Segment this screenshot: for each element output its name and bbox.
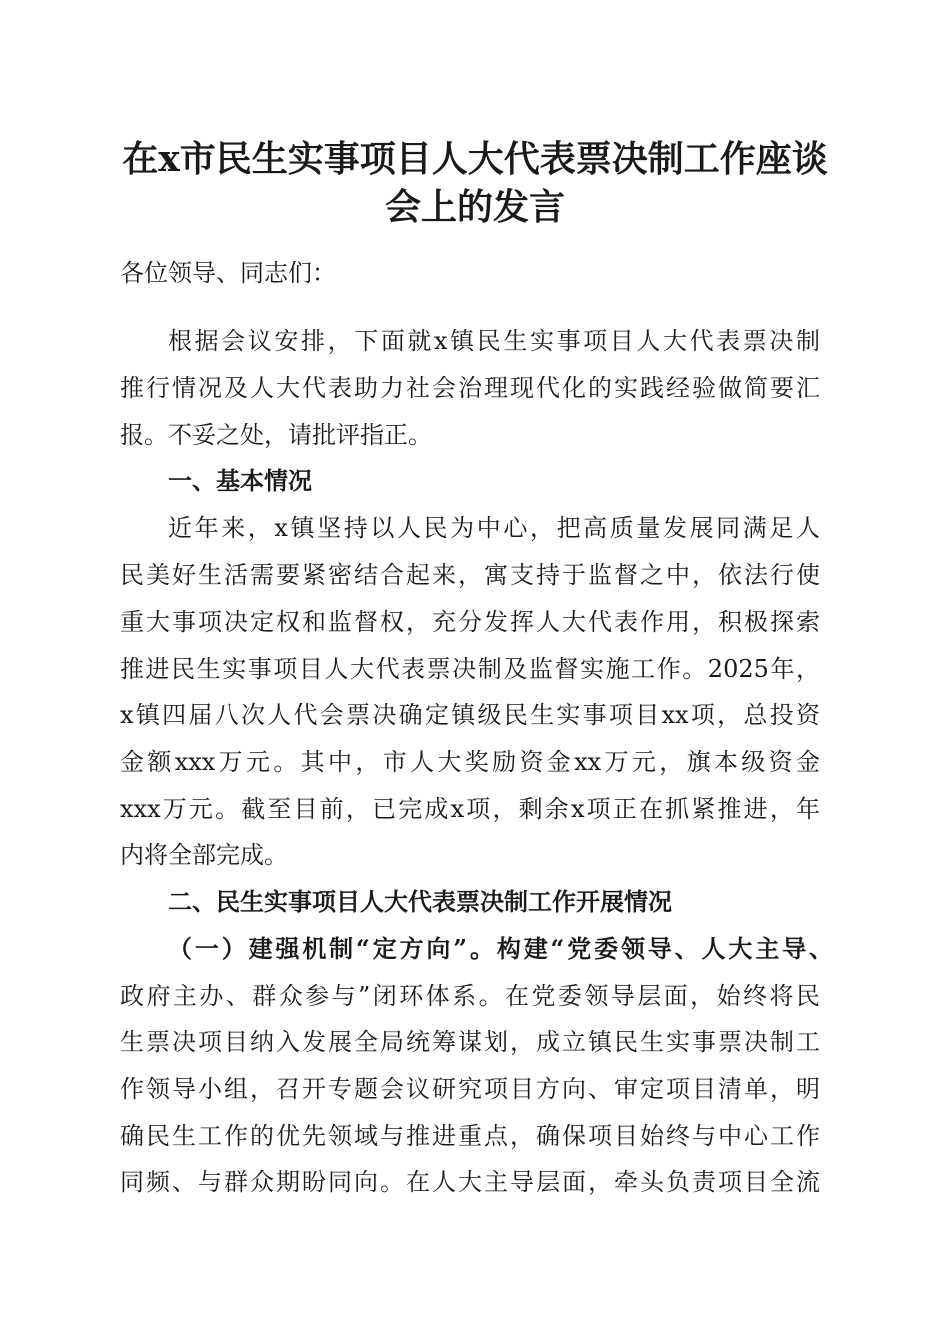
section-1-line: 重大事项决定权和监督权，充分发挥人大代表作用，积极探索 xyxy=(120,608,820,636)
section-1-line: 内将全部完成。 xyxy=(120,841,288,869)
section-1-line: 金额xxx万元。其中，市人大奖励资金xx万元，旗本级资金 xyxy=(120,748,820,776)
section-2-line: （一）建强机制“定方向”。构建“党委领导、人大主导、 xyxy=(168,934,833,963)
document-title-line-1: 在x市民生实事项目人大代表票决制工作座谈 xyxy=(122,138,828,180)
section-1-heading: 一、基本情况 xyxy=(168,467,312,495)
section-2-line: 确民生工作的优先领域与推进重点，确保项目始终与中心工作 xyxy=(120,1122,820,1150)
section-1-line: 推进民生实事项目人大代表票决制及监督实施工作。2025年， xyxy=(120,655,820,683)
intro-line: 报。不妥之处，请批评指正。 xyxy=(120,421,432,449)
section-2-line: 生票决项目纳入发展全局统筹谋划，成立镇民生实事票决制工 xyxy=(120,1028,820,1056)
document-title-line-2: 会上的发言 xyxy=(384,186,565,228)
section-2-line: 政府主办、群众参与”闭环体系。在党委领导层面，始终将民 xyxy=(120,982,820,1010)
intro-line: 推行情况及人大代表助力社会治理现代化的实践经验做简要汇 xyxy=(120,374,820,402)
salutation: 各位领导、同志们： xyxy=(120,259,336,287)
intro-line: 根据会议安排，下面就x镇民生实事项目人大代表票决制 xyxy=(168,327,820,355)
section-2-heading: 二、民生实事项目人大代表票决制工作开展情况 xyxy=(168,888,672,916)
section-2-line: 同频、与群众期盼同向。在人大主导层面，牵头负责项目全流 xyxy=(120,1168,820,1196)
section-2-line: 作领导小组，召开专题会议研究项目方向、审定项目清单，明 xyxy=(120,1075,820,1103)
section-1-line: x镇四届八次人代会票决确定镇级民生实事项目xx项，总投资 xyxy=(120,701,820,729)
section-1-line: xxx万元。截至目前，已完成x项，剩余x项正在抓紧推进，年 xyxy=(120,795,820,823)
section-1-line: 近年来，x镇坚持以人民为中心，把高质量发展同满足人 xyxy=(168,514,820,542)
section-1-line: 民美好生活需要紧密结合起来，寓支持于监督之中，依法行使 xyxy=(120,561,820,589)
